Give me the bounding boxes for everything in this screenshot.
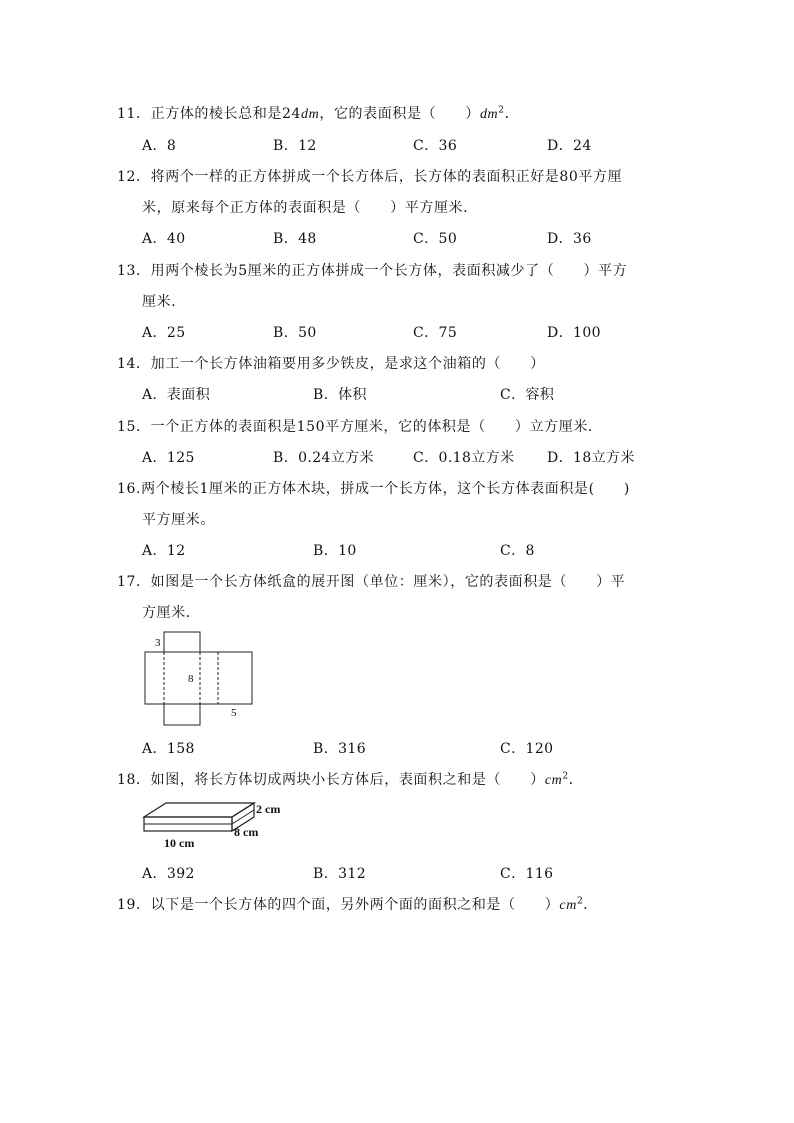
question-11: [117, 103, 519, 123]
q18-text-b: ．: [568, 772, 584, 788]
q16-option-c[interactable]: C．8: [500, 543, 535, 559]
cuboid-figure: [140, 799, 300, 855]
question-17-line-1: 17．如图是一个长方体纸盒的展开图（单位：厘米），它的表面积是（ ）平: [117, 574, 626, 590]
box-net-figure: [140, 630, 260, 734]
q15-option-c[interactable]: C．0.18立方米: [413, 450, 515, 466]
q16-option-a[interactable]: A．12: [142, 543, 186, 559]
q15-option-a[interactable]: A．125: [142, 450, 195, 466]
q17-option-a[interactable]: A．158: [142, 741, 195, 757]
q19-unit: cm: [559, 898, 577, 913]
question-16-line-2: 平方厘米。: [142, 512, 215, 528]
q13-option-c[interactable]: C．75: [413, 325, 458, 341]
q14-option-a[interactable]: A．表面积: [142, 387, 211, 403]
q11-unit-b: dm: [479, 107, 499, 122]
question-14: 14．加工一个长方体油箱要用多少铁皮，是求这个油箱的（ ）: [117, 356, 545, 372]
q17-option-b[interactable]: B．316: [313, 741, 367, 757]
question-17-line-2: 方厘米．: [142, 605, 201, 621]
q11-text-c: ．: [504, 106, 520, 122]
q14-option-c[interactable]: C．容积: [500, 387, 555, 403]
q18-option-a[interactable]: A．392: [142, 866, 195, 882]
q11-text-a: 11．正方体的棱长总和是24: [117, 106, 302, 122]
q15-option-b[interactable]: B．0.24立方米: [273, 450, 375, 466]
net-label-8: 8: [188, 673, 194, 685]
q15-option-d[interactable]: D．18立方米: [547, 450, 635, 466]
cuboid-cut-side: [232, 810, 254, 824]
q16-option-b[interactable]: B．10: [313, 543, 357, 559]
q12-option-d[interactable]: D．36: [547, 231, 592, 247]
q11-option-d[interactable]: D．24: [547, 138, 592, 154]
net-bottom-face: [164, 704, 200, 725]
question-13-line-2: 厘米．: [142, 294, 186, 310]
q13-option-b[interactable]: B．50: [273, 325, 317, 341]
q11-sup: 2: [498, 105, 505, 116]
q12-option-c[interactable]: C．50: [413, 231, 458, 247]
q17-option-c[interactable]: C．120: [500, 741, 554, 757]
q19-text-b: ．: [583, 897, 598, 913]
q11-option-a[interactable]: A．8: [142, 138, 177, 154]
question-15: 15．一个正方体的表面积是150平方厘米，它的体积是（ ）立方厘米．: [117, 419, 603, 435]
q18-text-a: 18．如图，将长方体切成两块小长方体后，表面积之和是（ ）: [117, 772, 545, 788]
box-net-diagram: [140, 630, 260, 730]
q11-text-b: ，它的表面积是（ ）: [319, 106, 480, 122]
q11-unit-a: dm: [301, 107, 320, 122]
net-middle-strip: [145, 652, 252, 704]
net-label-5: 5: [231, 707, 237, 719]
question-13-line-1: 13．用两个棱长为5厘米的正方体拼成一个长方体，表面积减少了（ ）平方: [117, 263, 628, 279]
q13-option-a[interactable]: A．25: [142, 325, 186, 341]
net-label-3: 3: [155, 637, 161, 649]
q19-sup: 2: [576, 896, 584, 907]
q19-text-a: 19．以下是一个长方体的四个面，另外两个面的面积之和是（ ）: [117, 897, 560, 913]
cuboid-top: [144, 803, 254, 817]
q14-option-b[interactable]: B．体积: [313, 387, 367, 403]
q18-sup: 2: [562, 771, 569, 782]
q18-option-c[interactable]: C．116: [500, 866, 554, 882]
question-12-line-1: 12．将两个一样的正方体拼成一个长方体后，长方体的表面积正好是80平方厘: [117, 169, 623, 185]
q11-option-b[interactable]: B．12: [273, 138, 317, 154]
cuboid-label-height: 2 cm: [256, 802, 281, 816]
cuboid-diagram: [140, 799, 300, 851]
q12-option-b[interactable]: B．48: [273, 231, 317, 247]
cuboid-label-length: 10 cm: [164, 836, 195, 850]
question-16-line-1: 16.两个棱长1厘米的正方体木块，拼成一个长方体，这个长方体表面积是( ): [117, 481, 630, 497]
question-19: [117, 894, 598, 914]
q18-unit: cm: [544, 773, 563, 788]
q13-option-d[interactable]: D．100: [547, 325, 601, 341]
cuboid-label-width: 8 cm: [234, 825, 259, 839]
question-12-line-2: 米，原来每个正方体的表面积是（ ）平方厘米．: [142, 200, 478, 216]
net-top-face: [164, 632, 200, 652]
q18-option-b[interactable]: B．312: [313, 866, 367, 882]
question-18: [117, 769, 583, 789]
q12-option-a[interactable]: A．40: [142, 231, 186, 247]
q11-option-c[interactable]: C．36: [413, 138, 458, 154]
